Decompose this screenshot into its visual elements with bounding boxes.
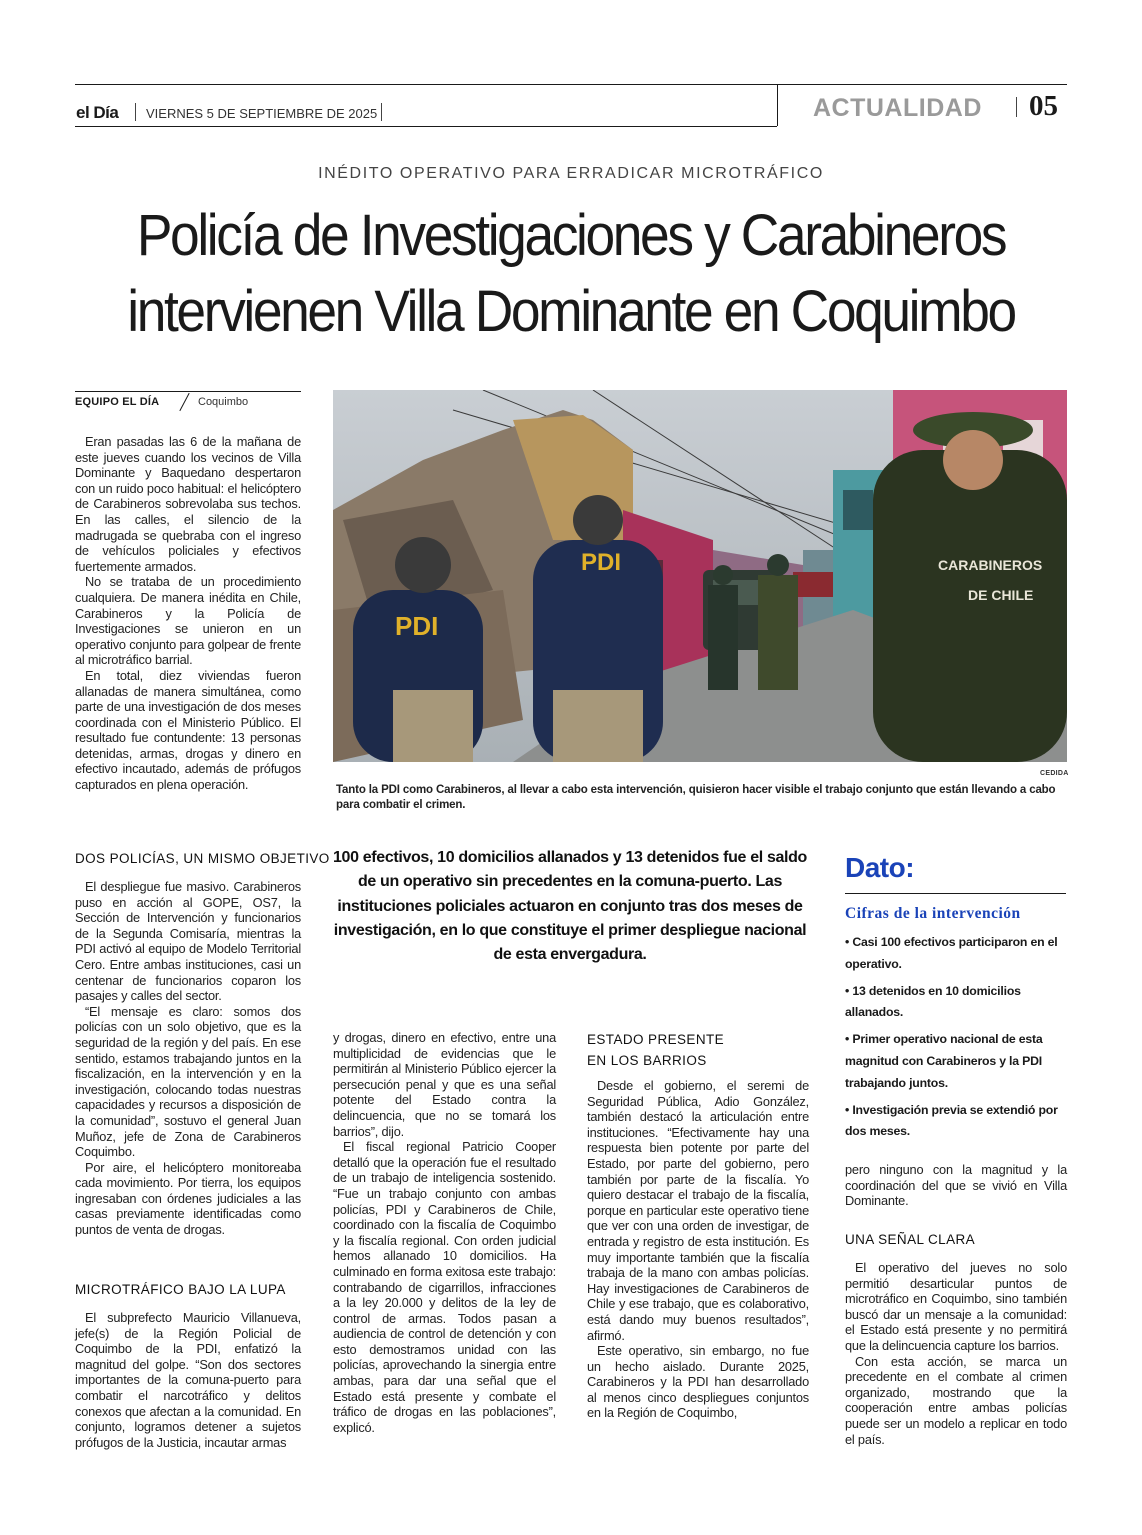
page-number: 05: [1029, 90, 1058, 122]
byline-author: EQUIPO EL DÍA: [75, 396, 160, 408]
column-3: [587, 1078, 809, 1421]
header-separator: [135, 103, 136, 121]
paragraph: El fiscal regional Patricio Cooper detalló que la operación fue el resultado de un trabajo de inteligencia sostenido. “Fue un trabajo conjunto con ambas policías, PDI y Carabineros de Chile, coordinado con la fiscalía de Coquimbo y la fiscalía regional. Con orden judicial hemos allanado 10 domicilios. Ha culminado en forma exitosa este trabajo: contrabando de cigarrillos, infracciones a la ley 20.000 y delitos de la ley de control de armas. Todos pasan a audiencia de control de detención y con esto demostramos unidad con las policías, aprovechando la sinergia entre ambas, para dar una señal que el Estado está presente y combate el tráfico de drogas en las poblaciones”, explicó.: [333, 1139, 556, 1435]
byline-place: Coquimbo: [198, 396, 249, 408]
subhead-dos-policias: DOS POLICÍAS, UN MISMO OBJETIVO: [75, 851, 330, 866]
paragraph: En total, diez viviendas fueron allanadas de manera simultánea, como parte de una investigación de dos meses coordinada con el Ministerio Público. El resultado fue contundente: 13 personas detenidas, armas, drogas y dinero en efectivo incautado, además de prófugos capturados en plena operación.: [75, 667, 301, 793]
header-divider: [777, 84, 778, 126]
paragraph: El subprefecto Mauricio Villanueva, jefe(s) de la Región Policial de Coquimbo de la PDI, enfatizó la magnitud del golpe. “Son dos sectores importantes de la comuna-puerto para combatir el narcotráfico y delitos conexos que afectan a la comunidad. En conjunto, logramos detener a sujetos prófugos de la Justicia, incautar armas: [75, 1310, 301, 1450]
photo-credit: CEDIDA: [1040, 770, 1069, 777]
header-separator: [1016, 97, 1017, 117]
paragraph: Eran pasadas las 6 de la mañana de este jueves cuando los vecinos de Villa Dominante y Baquedano despertaron con un ruido poco habitual: el helicóptero de Carabineros sobrevolaba sus techos. En las calles, el silencio de la madrugada se quebraba con el ingreso de vehículos policiales y efectivos fuertemente armados.: [75, 434, 301, 574]
paragraph: “El mensaje es claro: somos dos policías con un solo objetivo, que es la seguridad de la región y del país. En ese sentido, estamos trabajando juntos en la fiscalización, en la intervención y en la investigación, colocando todas nuestras capacidades y recursos a disposición de la comunidad”, sostuvo el general Juan Muñoz, jefe de Zona de Carabineros Coquimbo.: [75, 1003, 301, 1160]
dato-rule: [845, 893, 1066, 894]
dato-title: Dato:: [845, 852, 915, 883]
column-4-continued: [845, 1260, 1067, 1447]
dato-item: • Investigación previa se extendió por dos meses.: [845, 1102, 1058, 1139]
pdi-vest-text: PDI: [581, 549, 622, 576]
header-bottom-rule: [75, 126, 777, 127]
photo-caption: Tanto la PDI como Carabineros, al llevar a cabo esta intervención, quisieron hacer visible el trabajo conjunto que están llevando a cabo para combatir el crimen.: [336, 784, 1056, 811]
header-top-rule: [75, 84, 1067, 85]
headline-line-2: intervienen Villa Dominante en Coquimbo: [127, 279, 1015, 344]
dato-item: • Casi 100 efectivos participaron en el operativo.: [845, 935, 1058, 971]
paragraph: Desde el gobierno, el seremi de Seguridad Pública, Adio González, también destacó la articulación entre instituciones. “Efectivamente hay una respuesta bien potente por parte del Estado, por parte del gobierno, pero también por parte de la fiscalía. Yo quiero destacar el trabajo de la fiscalía, porque en particular este operativo tiene que ver con una orden de investigar, de entrada y registro de esta institución. Es muy importante también que la fiscalía trabaja de la mano con ambas policías. Hay investigaciones de Carabineros de Chile y ese trabajo, que es colaborativo, está dando muy buenos resultados”, afirmó.: [587, 1078, 809, 1343]
carabinero-officer: [873, 412, 1067, 762]
paragraph: pero ninguno con la magnitud y la coordinación del que se vivió en Villa Dominante.: [845, 1162, 1067, 1209]
byline-slash: [179, 393, 189, 411]
headline-line-1: Policía de Investigaciones y Carabineros: [136, 203, 1006, 268]
column-1-continued: [75, 879, 301, 1238]
police-operation-photo: [333, 390, 1067, 762]
subhead-line: ESTADO PRESENTE: [587, 1032, 725, 1047]
pdi-vest-text: PDI: [395, 611, 439, 641]
paragraph: Este operativo, sin embargo, no fue un hecho aislado. Durante 2025, Carabineros y la PDI han desarrollado al menos cinco despliegues conjuntos en la Región de Coquimbo,: [587, 1343, 809, 1421]
subhead-senal-clara: UNA SEÑAL CLARA: [845, 1232, 976, 1247]
pull-quote: 100 efectivos, 10 domicilios allanados y 13 detenidos fue el saldo de un operativo sin precedentes en la comuna-puerto. Las instituciones policiales actuaron en conjunto tras dos meses de investigación, en lo que constituye el primer despliegue nacional de esta envergadura.: [333, 849, 807, 964]
article-headline: [101, 198, 1041, 350]
paragraph: y drogas, dinero en efectivo, entre una multiplicidad de evidencias que le permitirán al Ministerio Público ejercer la persecución penal y que es una señal potente del Estado contra la delincuencia, que no se tomará los barrios”, dijo.: [333, 1030, 556, 1139]
column-1: [75, 434, 301, 793]
column-1-end: [75, 1310, 301, 1450]
article-kicker: INÉDITO OPERATIVO PARA ERRADICAR MICROTRÁFICO: [318, 165, 824, 182]
dato-item: • Primer operativo nacional de esta magnitud con Carabineros y la PDI trabajando juntos.: [845, 1032, 1043, 1090]
paragraph: Con esta acción, se marca un precedente en el combate al crimen organizado, mostrando que la cooperación entre ambas policías puede ser un modelo a replicar en todo el país.: [845, 1353, 1067, 1447]
paragraph: Por aire, el helicóptero monitoreaba cada movimiento. Por tierra, los equipos ingresaban con órdenes judiciales a las casas previamente identificadas como puntos de venta de drogas.: [75, 1159, 301, 1238]
jacket-text-line-1: CARABINEROS: [938, 557, 1043, 573]
dato-subtitle: Cifras de la intervención: [845, 905, 1021, 922]
paragraph: El despliegue fue masivo. Carabineros puso en acción al GOPE, OS7, la Sección de Intervención y funcionarios de la Segunda Comisaría, mientras la PDI activó al equipo de Modelo Territorial Cero. Entre ambas instituciones, casi un centenar de funcionarios coparon los pasajes y calles del sector.: [75, 879, 301, 1004]
subhead-microtrafico: MICROTRÁFICO BAJO LA LUPA: [75, 1282, 286, 1297]
dato-list: [845, 932, 1067, 1148]
header-separator: [381, 103, 382, 121]
paragraph: El operativo del jueves no solo permitió desarticular puntos de microtráfico en Coquimbo, sino también buscó dar un mensaje a la comunidad: el Estado está presente y no permitirá que la delincuencia capture los barrios.: [845, 1260, 1067, 1353]
section-name: ACTUALIDAD: [813, 94, 982, 122]
issue-date: VIERNES 5 DE SEPTIEMBRE DE 2025: [146, 106, 378, 121]
article-photo: [333, 390, 1067, 762]
subhead-line: EN LOS BARRIOS: [587, 1053, 707, 1068]
jacket-text-line-2: DE CHILE: [968, 587, 1034, 603]
subhead-estado-presente: [587, 1029, 724, 1071]
column-2: [333, 1030, 556, 1435]
newspaper-logo: el Día: [76, 103, 119, 122]
paragraph: No se trataba de un procedimiento cualquiera. De manera inédita en Chile, Carabineros y la Policía de Investigaciones se unieron en un operativo conjunto para golpear de frente al microtráfico barrial.: [75, 574, 301, 668]
dato-item: • 13 detenidos en 10 domicilios allanados.: [845, 983, 1021, 1020]
column-4: [845, 1162, 1067, 1209]
